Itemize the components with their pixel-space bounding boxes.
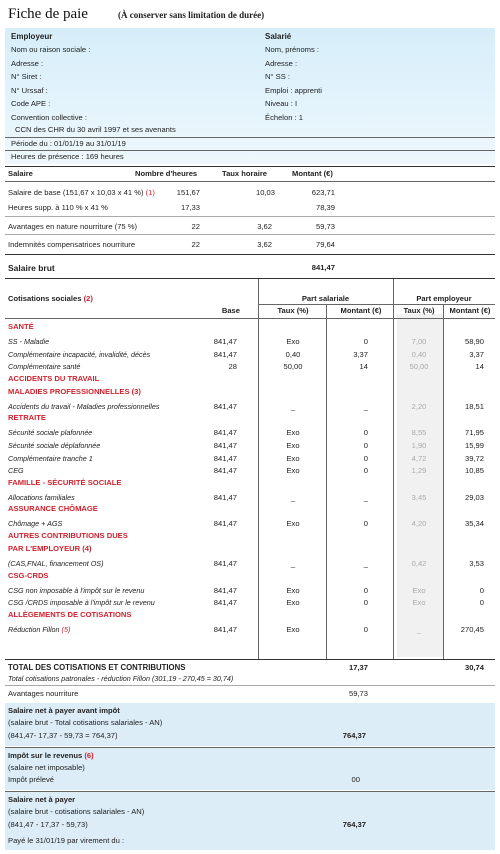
section-heading: MALADIES PROFESSIONNELLES (3): [8, 386, 141, 396]
contrib-row-taux-sal: Exo: [286, 598, 300, 608]
income-tax-sub: (salaire net imposable): [8, 763, 85, 772]
hours-text: Heures de présence : 169 heures: [11, 152, 124, 161]
salary-row-label: Avantages en nature nourriture (75 %): [8, 222, 138, 231]
contrib-row-label: SS - Maladie: [8, 337, 50, 346]
contrib-row-montant-emp: 270,45: [460, 624, 484, 634]
section-heading: PAR L'EMPLOYEUR (4): [8, 544, 92, 553]
contrib-row-montant-sal: _: [363, 559, 368, 568]
part-salariale-header: Part salariale: [301, 294, 350, 303]
contrib-row-montant-emp: 29,03: [464, 492, 484, 502]
contrib-row-label: Sécurité sociale déplafonnée: [8, 441, 101, 450]
contrib-row-montant-sal: _: [363, 492, 368, 502]
contrib-row-base: 841,47: [213, 585, 237, 595]
contrib-row-montant-sal: 3,37: [353, 349, 368, 359]
employer-field: Code APE :: [11, 99, 51, 108]
convention-text: CCN des CHR du 30 avril 1997 et ses avenants: [15, 125, 176, 134]
contrib-row-montant-sal: 0: [363, 466, 368, 476]
salary-header-rate: Taux horaire: [222, 169, 268, 178]
contrib-row-montant-sal: 0: [363, 585, 368, 595]
net-pay-sub: (salaire brut - cotisations salariales - AN): [8, 807, 145, 816]
contrib-row-taux-emp: 4,20: [411, 519, 427, 529]
section-heading: AUTRES CONTRIBUTIONS DUES: [8, 531, 128, 540]
income-tax-title: Impôt sur le revenus (6): [8, 751, 94, 760]
income-tax-line: Impôt prélevé: [8, 775, 55, 784]
contrib-row-montant-sal: 14: [359, 362, 368, 372]
salary-row-amount: 59,73: [315, 222, 335, 231]
employer-field: N° Urssaf :: [11, 85, 48, 95]
col-base: Base: [221, 306, 240, 315]
page-subtitle: (À conserver sans limitation de durée): [118, 10, 265, 20]
contrib-row-base: 841,47: [213, 624, 237, 634]
section-heading: ALLÈGEMENTS DE COTISATIONS: [8, 609, 132, 619]
income-tax-value: 00: [351, 775, 360, 784]
contrib-row-label: Complémentaire incapacité, invalidité, décès: [8, 349, 151, 359]
contrib-row-taux-emp: 8,55: [411, 428, 427, 438]
salary-row-amount: 78,39: [315, 203, 335, 212]
net-pay-date: Payé le 31/01/19 par virement du :: [8, 836, 125, 845]
net-before-tax-title: Salaire net à payer avant impôt: [8, 706, 120, 715]
contrib-row-label: Complémentaire santé: [8, 362, 81, 372]
salary-row-label: Heures supp. à 110 % x 41 %: [8, 203, 108, 212]
contrib-row-label: Accidents du travail - Maladies professionnelles: [8, 401, 160, 411]
salary-row-amount: 623,71: [311, 188, 335, 197]
contrib-row-taux-emp: 0,42: [411, 559, 427, 568]
period-text: Période du : 01/01/19 au 31/01/19: [11, 139, 126, 148]
part-employeur-header: Part employeur: [416, 294, 472, 303]
contrib-row-base: 841,47: [213, 453, 237, 463]
salary-row-hours: 22: [191, 240, 200, 249]
contrib-row-taux-sal: Exo: [286, 519, 300, 529]
contrib-row-taux-emp: 4,72: [411, 453, 427, 463]
contrib-row-base: 841,47: [213, 428, 237, 438]
employee-field: Nom, prénoms :: [265, 45, 320, 54]
contrib-row-taux-emp: 1,29: [411, 466, 427, 476]
contrib-row-taux-sal: _: [290, 559, 296, 568]
contrib-heading: Cotisations sociales (2): [8, 294, 93, 303]
employee-field: Niveau : I: [265, 99, 298, 108]
total-contrib-label: TOTAL DES COTISATIONS ET CONTRIBUTIONS: [8, 663, 186, 672]
contrib-row-base: 841,47: [213, 441, 237, 450]
contrib-row-taux-emp: _: [416, 624, 422, 634]
contrib-row-taux-emp: 7,00: [411, 337, 427, 346]
avantages-value: 59,73: [348, 689, 368, 698]
employee-heading: Salarié: [265, 32, 292, 41]
contrib-row-montant-sal: 0: [363, 519, 368, 529]
contrib-row-taux-emp: 2,20: [411, 401, 427, 411]
contrib-row-montant-emp: 0: [479, 585, 484, 595]
contrib-row-base: 841,47: [213, 559, 237, 568]
contrib-row-base: 841,47: [213, 598, 237, 608]
contrib-row-base: 841,47: [213, 337, 237, 346]
gross-salary-value: 841,47: [311, 263, 335, 272]
contrib-row-taux-sal: Exo: [286, 453, 300, 463]
contrib-row-taux-sal: Exo: [286, 585, 300, 595]
col-taux-sal: Taux (%): [277, 306, 309, 315]
section-heading: CSG-CRDS: [8, 570, 49, 580]
contrib-row-taux-sal: _: [290, 492, 296, 502]
total-contrib-note: Total cotisations patronales - réduction Fillon (301,19 - 270,45 = 30,74): [8, 674, 234, 683]
contrib-row-label: CEG: [8, 466, 24, 476]
net-pay-calc: (841,47 - 17,37 - 59,73): [8, 820, 88, 829]
contrib-row-montant-sal: 0: [363, 428, 368, 438]
contrib-row-taux-emp: 3,45: [411, 492, 427, 502]
employee-field: N° SS :: [265, 72, 290, 81]
salary-header-amount: Montant (€): [292, 169, 333, 178]
contrib-row-label: CSG non imposable à l'impôt sur le revenu: [8, 585, 145, 595]
contrib-row-montant-emp: 71,95: [464, 428, 484, 438]
contrib-row-montant-emp: 14: [475, 362, 484, 372]
salary-row-label: Indemnités compensatrices nourriture: [8, 240, 136, 249]
page-title: Fiche de paie: [8, 6, 88, 22]
net-before-tax-value: 764,37: [342, 731, 366, 740]
employer-field: Adresse :: [11, 58, 44, 68]
employee-field: Échelon : 1: [265, 112, 303, 122]
employee-field: Adresse :: [265, 58, 298, 68]
section-heading: RETRAITE: [8, 413, 46, 423]
section-heading: SANTÉ: [8, 322, 34, 331]
salary-row-rate: 10,03: [255, 188, 275, 197]
section-heading: ASSURANCE CHÔMAGE: [8, 504, 98, 514]
net-before-tax-calc: (841,47- 17,37 - 59,73 = 764,37): [8, 731, 118, 740]
contrib-row-montant-emp: 18,51: [464, 401, 484, 411]
contrib-row-taux-sal: 0,40: [285, 349, 301, 359]
contrib-row-base: 841,47: [213, 519, 237, 529]
employer-heading: Employeur: [11, 32, 53, 41]
contrib-row-montant-emp: 3,53: [469, 559, 484, 568]
net-pay-value: 764,37: [342, 820, 366, 829]
contrib-row-taux-emp: 1,90: [411, 441, 427, 450]
contrib-row-label: (CAS,FNAL, financement OS): [8, 559, 104, 568]
contrib-row-taux-emp: 0,40: [411, 349, 427, 359]
contrib-row-label: CSG /CRDS imposable à l'impôt sur le revenu: [8, 598, 155, 608]
contrib-row-montant-sal: 0: [363, 441, 368, 450]
employer-field: N° Siret :: [11, 72, 42, 81]
salary-row-hours: 17,33: [180, 203, 200, 212]
contrib-row-base: 841,47: [213, 492, 237, 502]
contrib-row-taux-sal: 50,00: [283, 362, 303, 372]
contrib-row-montant-emp: 35,34: [464, 519, 484, 529]
total-contrib-emp: 30,74: [464, 663, 484, 672]
salary-row-amount: 79,64: [315, 240, 335, 249]
employer-field: Convention collective :: [11, 112, 87, 122]
avantages-label: Avantages nourriture: [8, 689, 79, 698]
salary-row-label: Salaire de base (151,67 x 10,03 x 41 %) (1): [8, 188, 155, 197]
salary-header-hours: Nombre d'heures: [135, 169, 198, 178]
contrib-row-montant-sal: 0: [363, 598, 368, 608]
contrib-row-taux-emp: Exo: [412, 585, 426, 595]
section-heading: FAMILLE - SÉCURITÉ SOCIALE: [8, 477, 122, 487]
contrib-row-label: Sécurité sociale plafonnée: [8, 428, 93, 438]
contrib-row-taux-sal: Exo: [286, 337, 300, 346]
col-montant-emp: Montant (€): [449, 306, 491, 315]
salary-header-label: Salaire: [8, 169, 33, 178]
contrib-row-taux-sal: Exo: [286, 428, 300, 438]
contrib-row-montant-emp: 0: [479, 598, 484, 608]
total-contrib-sal: 17,37: [348, 663, 368, 672]
contrib-row-base: 841,47: [213, 466, 237, 476]
contrib-row-taux-sal: Exo: [286, 441, 300, 450]
contrib-row-taux-sal: Exo: [286, 624, 300, 634]
contrib-row-montant-sal: 0: [363, 453, 368, 463]
contrib-row-montant-emp: 58,90: [464, 337, 484, 346]
salary-row-hours: 151,67: [176, 188, 200, 197]
contrib-row-montant-emp: 15,99: [464, 441, 484, 450]
gross-salary-label: Salaire brut: [8, 263, 55, 273]
contrib-row-montant-emp: 10,85: [464, 466, 484, 476]
contrib-row-taux-emp: Exo: [412, 598, 426, 608]
col-montant-sal: Montant (€): [340, 306, 382, 315]
net-pay-title: Salaire net à payer: [8, 795, 76, 804]
salary-row-hours: 22: [191, 222, 200, 231]
salary-row-rate: 3,62: [257, 240, 272, 249]
contrib-row-montant-emp: 3,37: [469, 349, 484, 359]
section-heading: ACCIDENTS DU TRAVAIL: [8, 373, 100, 383]
contrib-row-montant-sal: _: [363, 401, 368, 411]
identity-block: [5, 28, 495, 164]
contrib-row-montant-emp: 39,72: [464, 453, 484, 463]
salary-row-rate: 3,62: [257, 222, 272, 231]
contrib-row-taux-emp: 50,00: [409, 362, 429, 372]
contrib-row-label: Chômage + AGS: [8, 519, 63, 529]
employee-field: Emploi : apprenti: [265, 85, 322, 95]
contrib-row-base: 841,47: [213, 349, 237, 359]
contrib-row-base: 841,47: [213, 401, 237, 411]
contrib-row-taux-sal: Exo: [286, 466, 300, 476]
employer-field: Nom ou raison sociale :: [11, 45, 91, 54]
contrib-row-label: Réduction Fillon (5): [8, 624, 71, 634]
contrib-row-taux-sal: _: [290, 401, 296, 411]
contrib-row-label: Complémentaire tranche 1: [8, 453, 93, 463]
contrib-row-montant-sal: 0: [363, 337, 368, 346]
contrib-row-base: 28: [228, 362, 237, 372]
col-taux-emp: Taux (%): [403, 306, 435, 315]
contrib-row-montant-sal: 0: [363, 624, 368, 634]
net-before-tax-sub: (salaire brut - Total cotisations salariales - AN): [8, 718, 163, 727]
contrib-row-label: Allocations familiales: [8, 492, 75, 502]
